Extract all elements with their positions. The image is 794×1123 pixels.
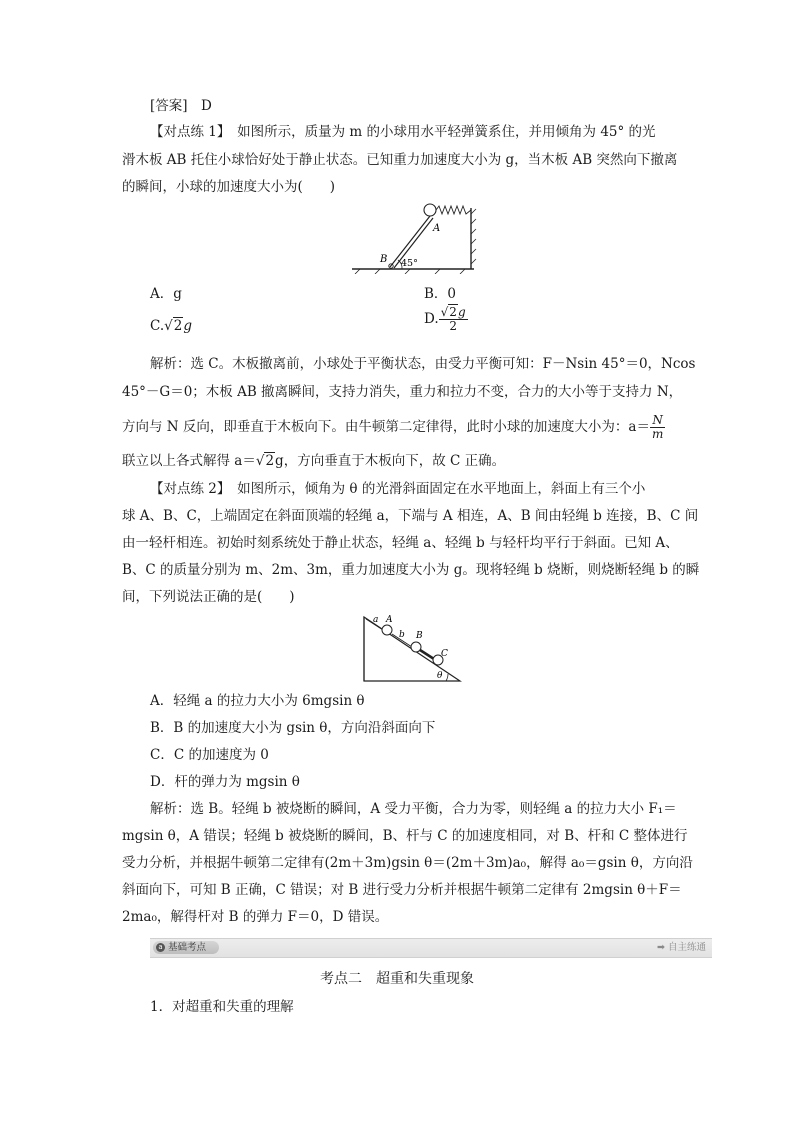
answer-line: [答案] D xyxy=(150,98,212,114)
item-1-heading: 1．对超重和失重的理解 xyxy=(150,999,294,1015)
ex2-line1: 【对点练 2】 如图所示，倾角为 θ 的光滑斜面固定在水平地面上，斜面上有三个小 xyxy=(150,481,646,497)
ex2-option-a: A．轻绳 a 的拉力大小为 6mgsin θ xyxy=(150,693,365,709)
ex2-fig-label-ball-b: B xyxy=(416,631,423,641)
ex1-solution-line3: 方向与 N 反向，即垂直于木板向下。由牛顿第二定律得，此时小球的加速度大小为：a＝ $\frac{N}{m}$ xyxy=(122,413,664,441)
ex1-solution-line4: 联立以上各式解得 a＝√2g，方向垂直于木板向下，故 C 正确。 xyxy=(122,453,506,469)
section-title: 考点二 超重和失重现象 xyxy=(320,971,474,987)
ex2-solution-line3: 受力分析，并根据牛顿第二定律有(2m＋3m)gsin θ＝(2m＋3m)a₀，解得 a₀＝gsin θ，方向沿 xyxy=(122,855,693,871)
ex2-solution-line1: 解析：选 B。轻绳 b 被烧断的瞬间，A 受力平衡，合力为零，则轻绳 a 的拉力大小 F₁＝ xyxy=(150,801,677,817)
ex2-figure xyxy=(360,613,464,685)
ex2-line4: B、C 的质量分别为 m、2m、3m，重力加速度大小为 g。现将轻绳 b 烧断，则烧断轻绳 b 的瞬 xyxy=(122,562,700,578)
ex2-fig-label-rope-b: b xyxy=(399,630,405,640)
ex2-fig-label-ball-c: C xyxy=(441,649,448,659)
ex1-line2: 滑木板 AB 托住小球恰好处于静止状态。已知重力加速度大小为 g，当木板 AB 突然向下撤离 xyxy=(122,152,678,168)
ex2-label: 【对点练 2】 xyxy=(150,481,224,497)
ex1-solution-line2: 45°－G＝0；木板 AB 撤离瞬间，支持力消失，重力和拉力不变，合力的大小等于支持力 N， xyxy=(122,384,683,400)
ex1-line3: 的瞬间，小球的加速度大小为( ) xyxy=(122,179,336,195)
ex1-solution-line1: 解析：选 C。木板撤离前，小球处于平衡状态，由受力平衡可知：F－Nsin 45°＝0，Ncos xyxy=(150,356,696,372)
ex2-line3: 由一轻杆相连。初始时刻系统处于静止状态，轻绳 a、轻绳 b 与轻杆均平行于斜面。已知 A、 xyxy=(122,535,679,551)
ex1-option-c: C.√2g xyxy=(150,318,192,334)
ex1-label: 【对点练 1】 xyxy=(150,124,224,140)
ex2-fig-label-rope-a: a xyxy=(373,615,379,625)
ex2-solution-line4: 斜面向下，可知 B 正确，C 错误；对 B 进行受力分析并根据牛顿第二定律有 2mgsin θ＋F＝ xyxy=(122,882,682,898)
ex2-line5: 间，下列说法正确的是( ) xyxy=(122,589,295,605)
ex2-solution-line5: 2ma₀，解得杆对 B 的弹力 F＝0，D 错误。 xyxy=(122,909,389,925)
ex2-option-d: D．杆的弹力为 mgsin θ xyxy=(150,774,300,790)
ex2-option-b: B．B 的加速度大小为 gsin θ，方向沿斜面向下 xyxy=(150,720,436,736)
ex2-fig-label-ball-a: A xyxy=(386,615,393,625)
ex1-fig-label-a: A xyxy=(433,223,441,234)
ex1-fig-label-b: B xyxy=(380,254,388,265)
ex1-figure xyxy=(350,200,480,274)
ex2-line2: 球 A、B、C，上端固定在斜面顶端的轻绳 a，下端与 A 相连，A、B 间由轻绳 b 连接，B、C 间 xyxy=(122,508,699,524)
section-tag-basic: a 基础考点 xyxy=(153,941,219,954)
ex2-option-c: C．C 的加速度为 0 xyxy=(150,747,269,763)
ex1-option-d: D. $\frac{√2g}{2}$ xyxy=(424,305,466,333)
section-bullet-icon: a xyxy=(156,943,165,952)
section-bar xyxy=(150,938,712,958)
ex1-option-b: B．0 xyxy=(424,286,457,302)
ex2-fig-angle: θ xyxy=(437,671,443,681)
self-practice-link[interactable]: ➡ 自主练通 xyxy=(657,942,706,953)
ex2-solution-line2: mgsin θ，A 错误；轻绳 b 被烧断的瞬间，B、杆与 C 的加速度相同，对 B、杆和 C 整体进行 xyxy=(122,828,688,844)
ex1-option-a: A．g xyxy=(150,286,182,302)
ex1-fig-angle: 45° xyxy=(401,258,418,269)
ex1-line1: 【对点练 1】 如图所示，质量为 m 的小球用水平轻弹簧系住，并用倾角为 45° 的光 xyxy=(150,124,656,140)
